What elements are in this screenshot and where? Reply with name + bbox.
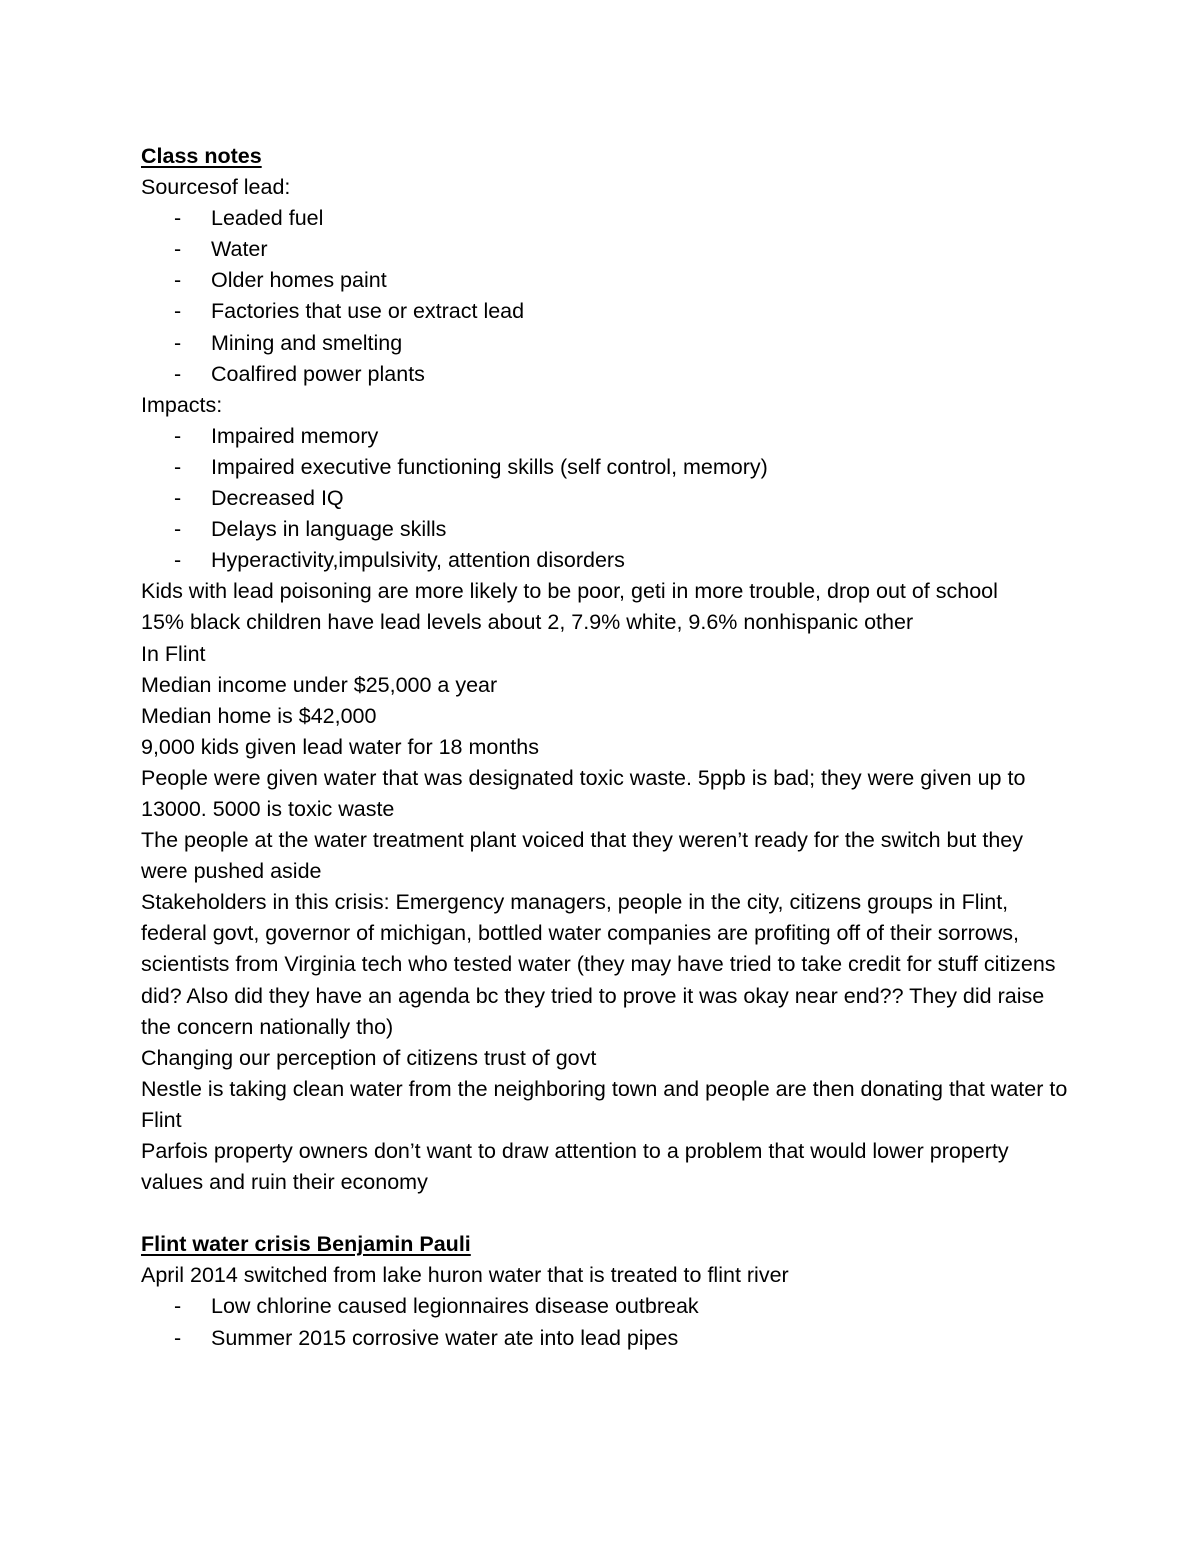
list-item-text: Coalfired power plants <box>211 361 425 386</box>
paragraph: In Flint <box>141 641 206 666</box>
list-item <box>141 1291 1071 1322</box>
dash-bullet: - <box>174 486 182 511</box>
list-item-text: Impaired memory <box>211 423 379 448</box>
list-item <box>141 203 1071 234</box>
flint-crisis-heading: Flint water crisis Benjamin Pauli <box>141 1232 471 1257</box>
list-item <box>141 359 1071 390</box>
list-item <box>141 483 1071 514</box>
paragraph: 15% black children have lead levels about 2, 7.9% white, 9.6% nonhispanic other <box>141 610 914 635</box>
dash-bullet: - <box>174 548 182 573</box>
blank-line <box>141 1198 1071 1229</box>
paragraph: Parfois property owners don’t want to draw attention to a problem that would lower property values and ruin their economy <box>141 1139 1009 1195</box>
sources-label: Sourcesof lead: <box>141 175 291 200</box>
dash-bullet: - <box>174 268 182 293</box>
impacts-label: Impacts: <box>141 392 223 417</box>
list-item-text: Factories that use or extract lead <box>211 299 525 324</box>
sources-list <box>141 203 1071 390</box>
list-item <box>141 296 1071 327</box>
list-item-text: Leaded fuel <box>211 206 324 231</box>
list-item-text: Delays in language skills <box>211 517 447 542</box>
list-item-text: Mining and smelting <box>211 330 403 355</box>
list-item <box>141 1323 1071 1354</box>
paragraph: Nestle is taking clean water from the neighboring town and people are then donating that water to Flint <box>141 1076 1068 1132</box>
dash-bullet: - <box>174 206 182 231</box>
paragraph: Changing our perception of citizens trust of govt <box>141 1045 597 1070</box>
list-item <box>141 234 1071 265</box>
list-item <box>141 514 1071 545</box>
list-item-text: Water <box>211 237 268 262</box>
dash-bullet: - <box>174 1325 182 1350</box>
dash-bullet: - <box>174 423 182 448</box>
list-item-text: Impaired executive functioning skills (self control, memory) <box>211 454 768 479</box>
list-item <box>141 265 1071 296</box>
paragraph: Median home is $42,000 <box>141 703 377 728</box>
paragraph: Stakeholders in this crisis: Emergency managers, people in the city, citizens groups in Flint, federal govt, governor of michigan, bottled water companies are profiting off of their sorrows, scientists from Virginia tech who tested water (they may have tried to take credit for stuff citizens did? Also did they have an agenda bc they tried to prove it was okay near end?? They did raise the concern nationally tho) <box>141 890 1056 1039</box>
dash-bullet: - <box>174 299 182 324</box>
list-item <box>141 452 1071 483</box>
dash-bullet: - <box>174 454 182 479</box>
paragraph: The people at the water treatment plant voiced that they weren’t ready for the switch but they were pushed aside <box>141 828 1023 884</box>
paragraph: Kids with lead poisoning are more likely to be poor, geti in more trouble, drop out of school <box>141 579 998 604</box>
document-page <box>141 141 1071 1354</box>
dash-bullet: - <box>174 517 182 542</box>
list-item <box>141 545 1071 576</box>
impacts-list <box>141 421 1071 576</box>
list-item-text: Older homes paint <box>211 268 387 293</box>
dash-bullet: - <box>174 361 182 386</box>
dash-bullet: - <box>174 1294 182 1319</box>
flint-crisis-list <box>141 1291 1071 1353</box>
list-item <box>141 421 1071 452</box>
paragraph: 9,000 kids given lead water for 18 months <box>141 734 539 759</box>
list-item-text: Hyperactivity,impulsivity, attention disorders <box>211 548 625 573</box>
dash-bullet: - <box>174 330 182 355</box>
list-item-text: Decreased IQ <box>211 486 344 511</box>
paragraph: Median income under $25,000 a year <box>141 672 498 697</box>
paragraph: People were given water that was designated toxic waste. 5ppb is bad; they were given up to 13000. 5000 is toxic waste <box>141 765 1026 821</box>
list-item-text: Low chlorine caused legionnaires disease outbreak <box>211 1294 699 1319</box>
class-notes-heading: Class notes <box>141 144 262 168</box>
list-item <box>141 328 1071 359</box>
list-item-text: Summer 2015 corrosive water ate into lead pipes <box>211 1325 679 1350</box>
dash-bullet: - <box>174 237 182 262</box>
paragraph: April 2014 switched from lake huron water that is treated to flint river <box>141 1263 789 1288</box>
